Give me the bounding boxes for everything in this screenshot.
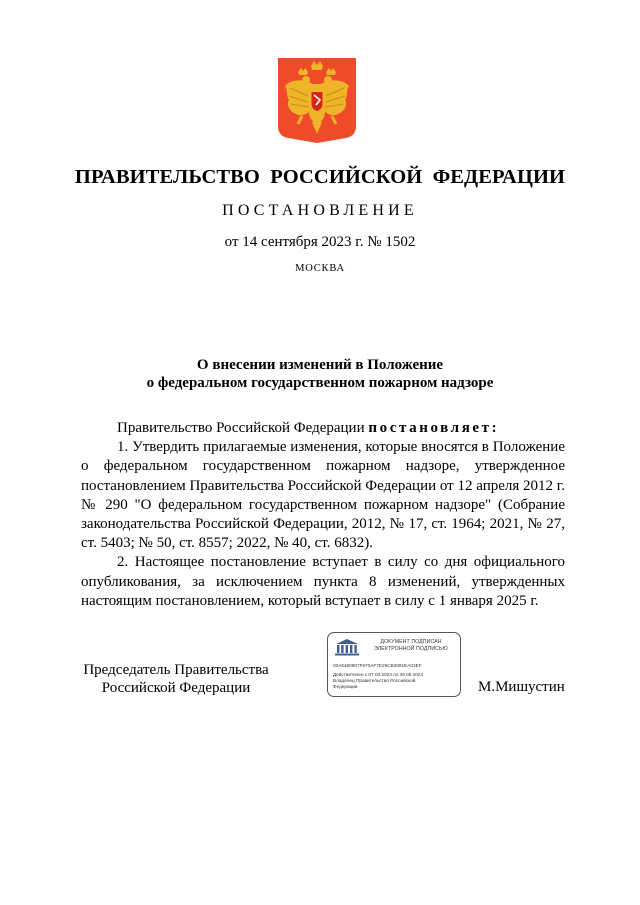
subject-line-2: о федеральном государственном пожарном надзоре xyxy=(146,374,494,391)
subject-line-1: О внесении изменений в Положение xyxy=(196,357,444,373)
stamp-owner-line-1: Владелец Правительство Российской xyxy=(333,678,416,683)
document-date-number: от 14 сентября 2023 г. № 1502 xyxy=(224,234,416,250)
document-body xyxy=(81,419,565,611)
stamp-title xyxy=(364,639,458,652)
stamp-certificate: 00A6490807F670AF7E29CB2091EA03EF xyxy=(333,663,422,668)
document-subject xyxy=(0,357,640,392)
lead-text: Правительство Российской Федерации xyxy=(117,420,369,436)
body-item-2: 2. Настоящее постановление вступает в силу со дня официального опубликования, за исключением пункта 8 изменений, утвержденных настоящим постановлением, который вступает в силу с 1 января 2025 г. xyxy=(81,554,565,609)
body-lead-paragraph xyxy=(81,419,565,438)
document-type: ПОСТАНОВЛЕНИЕ xyxy=(222,202,418,219)
coat-of-arms-icon xyxy=(276,56,358,144)
government-building-icon xyxy=(334,638,360,656)
government-title: ПРАВИТЕЛЬСТВО РОССИЙСКОЙ ФЕДЕРАЦИИ xyxy=(74,166,566,188)
stamp-owner-line-2: Федерации xyxy=(333,684,358,689)
stamp-title-line-2: ЭЛЕКТРОННОЙ ПОДПИСЬЮ xyxy=(374,645,448,652)
body-item-1: 1. Утвердить прилагаемые изменения, которые вносятся в Положение о федеральном государственном пожарном надзоре, утвержденное постановлением Правительства Российской Федерации от 12 апреля 2012 г. № 290 "О федеральном государственном пожарном надзоре" (Собрание законодательства Российской Федерации, 2012, № 17, ст. 1964; 2021, № 27, ст. 5403; № 50, ст. 8557; 2022, № 40, ст. 6832). xyxy=(81,439,565,552)
stamp-title-line-1: ДОКУМЕНТ ПОДПИСАН xyxy=(380,639,442,645)
lead-verb: постановляет: xyxy=(368,420,500,436)
document-city: МОСКВА xyxy=(295,263,345,274)
position-line-1: Председатель Правительства xyxy=(83,662,269,678)
position-line-2: Российской Федерации xyxy=(101,680,251,696)
signatory-position xyxy=(81,661,271,697)
signatory-name: М.Мишустин xyxy=(478,679,565,695)
stamp-validity: Действителен с 07.03.2023 по 30.05.2024 xyxy=(333,672,424,677)
electronic-signature-stamp xyxy=(327,632,461,697)
